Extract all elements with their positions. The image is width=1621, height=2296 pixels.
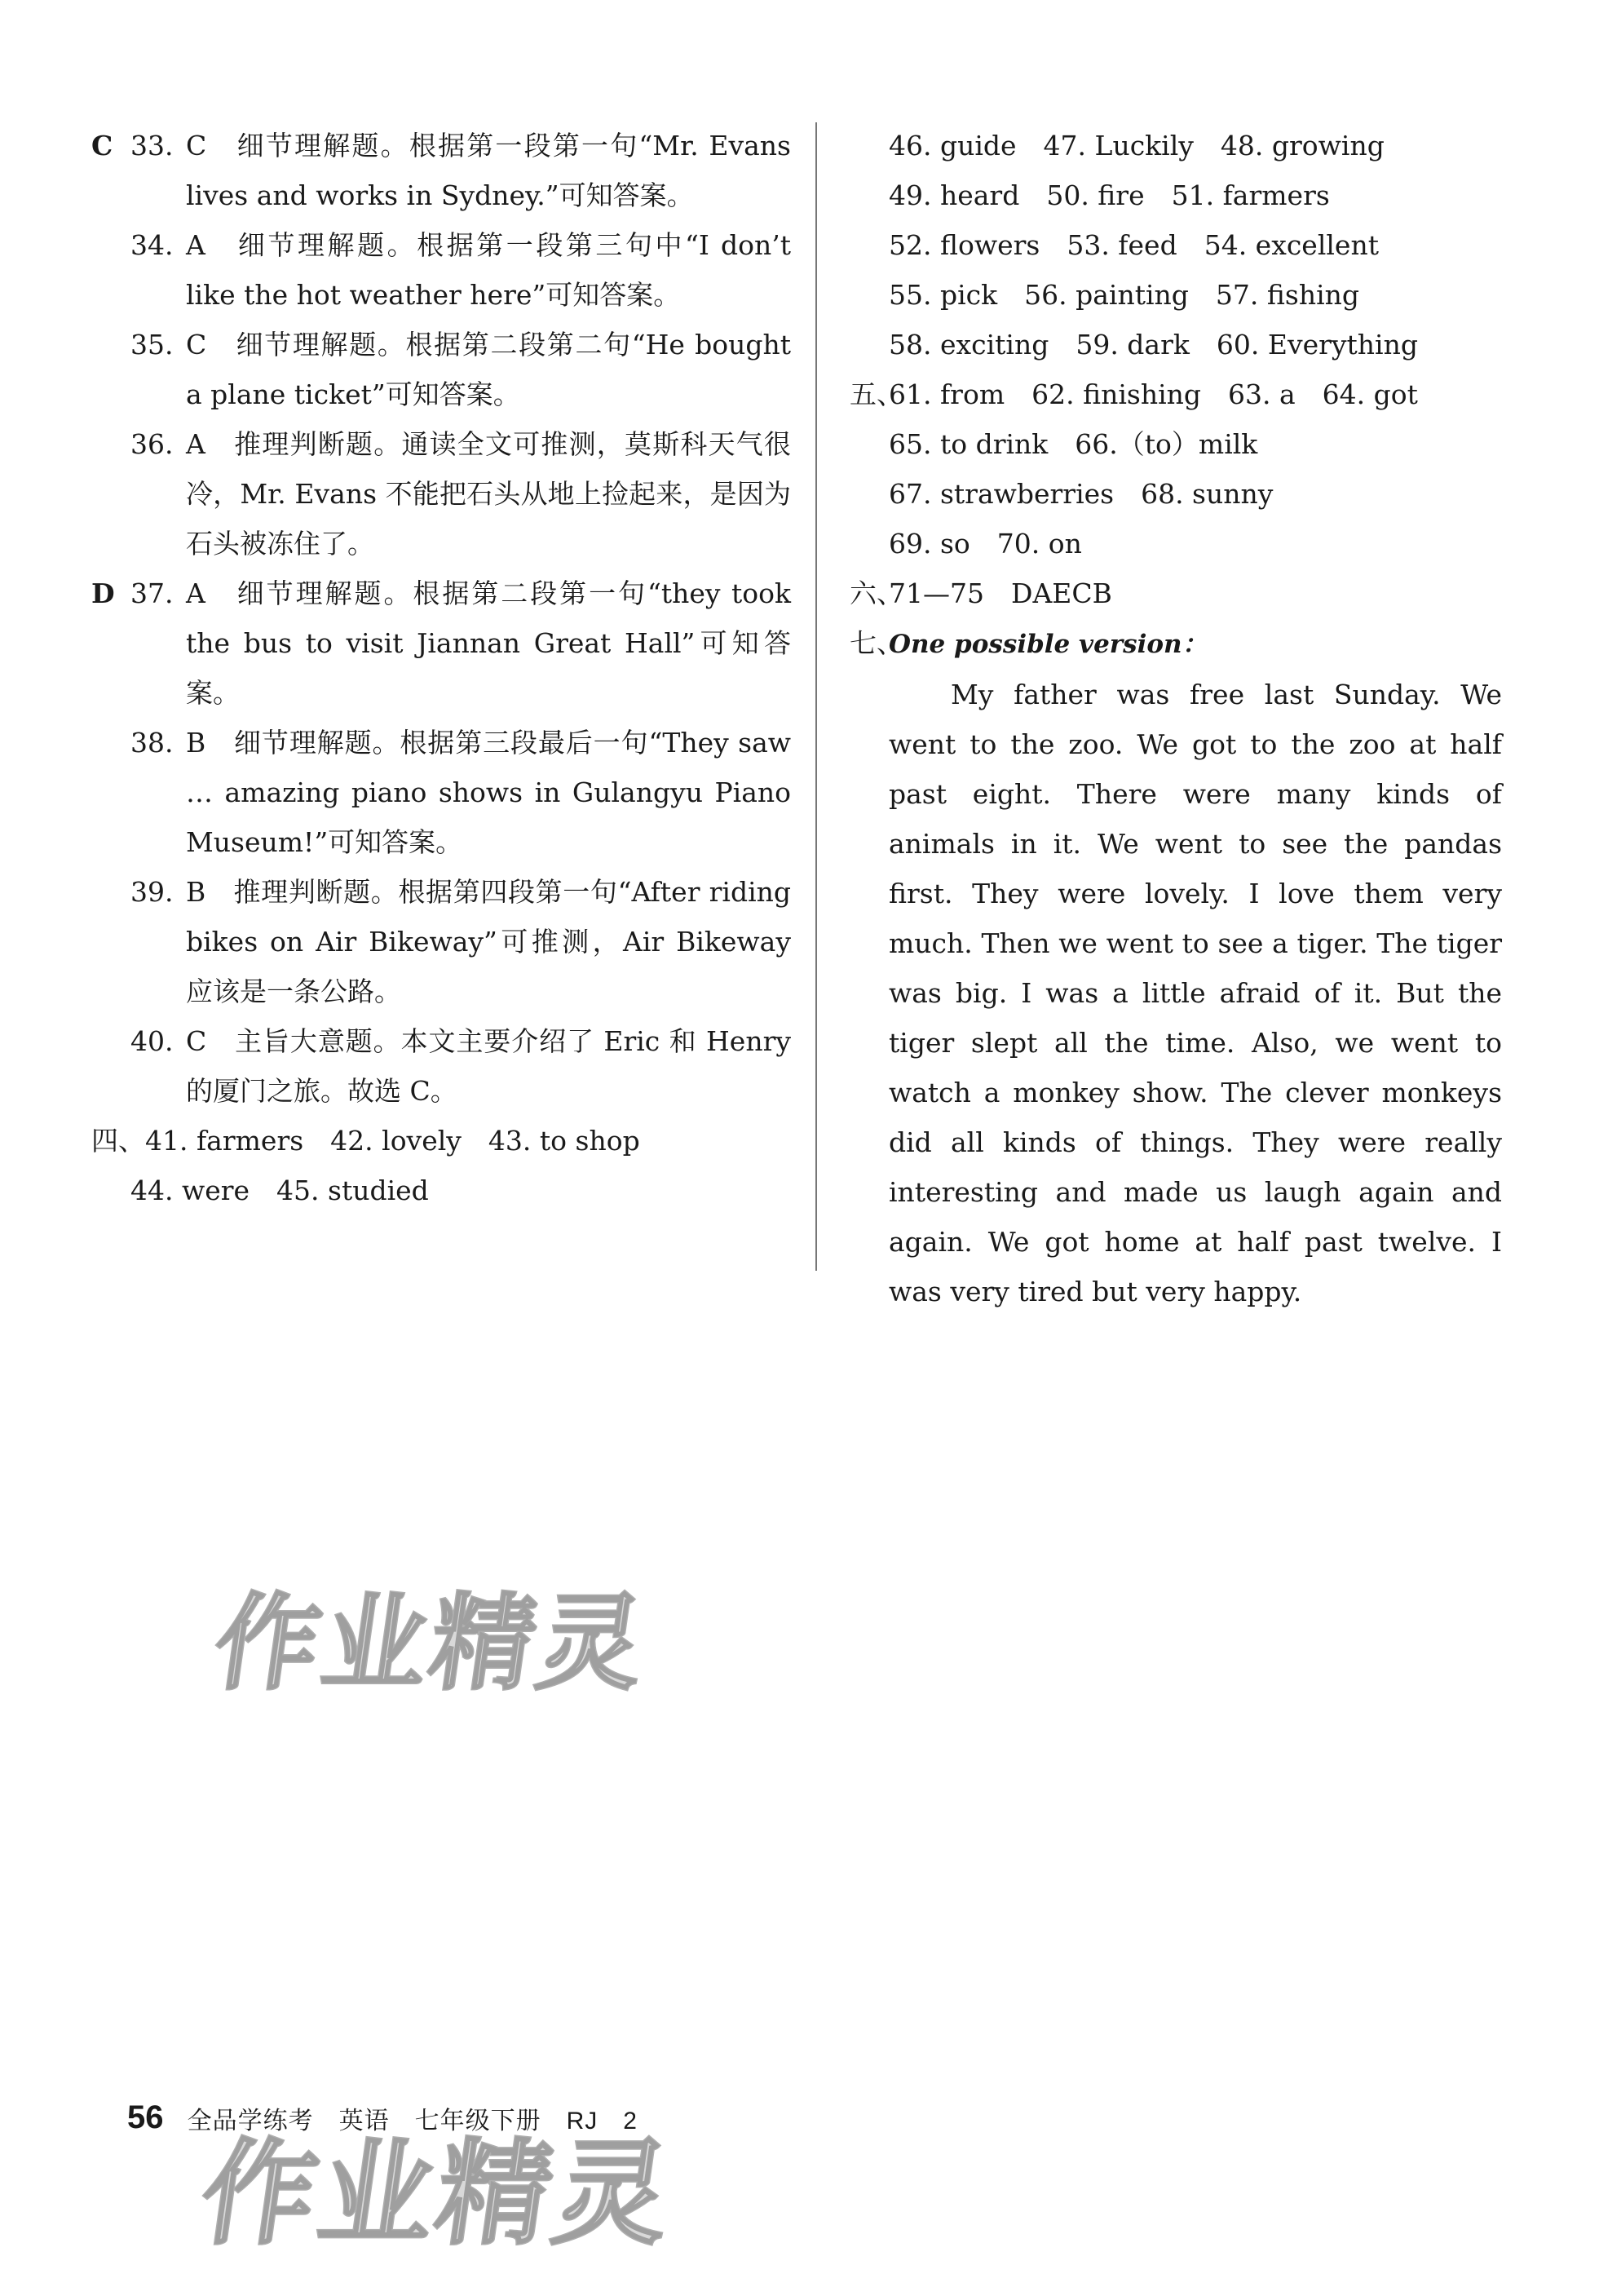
footer-text: 全品学练考 英语 七年级下册 RJ 2 (187, 2107, 638, 2135)
answer-item-34 (130, 220, 791, 320)
question-number: 33. (130, 130, 174, 161)
essay-block (850, 670, 1502, 1316)
answer-item-37 (91, 568, 791, 718)
answer-text: B 推理判断题。根据第四段第一句“After riding bikes on Air Bikeway”可推测，Air Bikeway 应该是一条公路。 (186, 876, 791, 1007)
page-number: 56 (127, 2099, 164, 2135)
part-label: 六、 (850, 577, 903, 609)
essay-heading: One possible version： (889, 630, 1208, 659)
answer-text: A 推理判断题。通读全文可推测，莫斯科天气很冷，Mr. Evans 不能把石头从地上捡起来，是因为石头被冻住了。 (186, 428, 791, 560)
section-label: C (91, 130, 113, 161)
answer-item-35 (130, 320, 791, 419)
part5-line: 69. so 70. on (889, 528, 1082, 560)
part4-line-1 (91, 1116, 791, 1166)
answer-item-38 (130, 718, 791, 867)
part7-heading-line (850, 618, 1502, 670)
part6-line (850, 568, 1502, 618)
answer-text: A 细节理解题。根据第一段第三句中“I don’t like the hot weather here”可知答案。 (186, 229, 791, 311)
answer-text: A 细节理解题。根据第二段第一句“they took the bus to visit Jiannan Great Hall”可知答案。 (186, 577, 791, 709)
answer-text: C 细节理解题。根据第二段第二句“He bought a plane ticket”可知答案。 (186, 329, 791, 410)
part4-cont-line: 52. flowers 53. feed 54. excellent (889, 229, 1379, 261)
right-column (850, 121, 1502, 1316)
answer-item-33 (91, 121, 791, 220)
watermark-logo: 作业精灵 (192, 2128, 682, 2261)
answer-row: 71—75 DAECB (889, 577, 1112, 609)
answer-text: B 细节理解题。根据第三段最后一句“They saw … amazing piano shows in Gulangyu Piano Museum!”可知答案。 (186, 727, 791, 858)
part4-cont-line: 58. exciting 59. dark 60. Everything (889, 329, 1418, 361)
part-label: 五、 (850, 378, 903, 410)
part5-line: 65. to drink 66.（to）milk (889, 428, 1258, 460)
answer-item-40 (130, 1016, 791, 1116)
answer-text: C 细节理解题。根据第一段第一句“Mr. Evans lives and works in Sydney.”可知答案。 (186, 130, 791, 211)
answer-text: C 主旨大意题。本文主要介绍了 Eric 和 Henry 的厦门之旅。故选 C。 (186, 1025, 791, 1107)
part-label: 四、 (91, 1125, 145, 1157)
question-number: 34. (130, 229, 174, 261)
question-number: 35. (130, 329, 174, 361)
section-label: D (91, 577, 115, 609)
answer-item-39 (130, 867, 791, 1016)
question-number: 36. (130, 428, 174, 460)
question-number: 37. (130, 577, 174, 609)
question-number: 39. (130, 876, 174, 908)
question-number: 38. (130, 727, 174, 759)
part4-cont-line: 55. pick 56. painting 57. fishing (889, 279, 1360, 311)
watermark-logo: 作业精灵 (206, 1583, 655, 1705)
part-label: 七、 (850, 627, 903, 659)
part5-line: 67. strawberries 68. sunny (889, 478, 1274, 510)
essay-text: My father was free last Sunday. We went to the zoo. We got to the zoo at half past eight. There were many kinds of animals in it. We went to see the pandas first. They were lovely. I love them very much. Then we went to see a tiger. The tiger was big. I was a little afraid of it. But the tiger slept all the time. Also, we went to watch a monkey show. The clever monkeys did all kinds of things. They were really interesting and made us laugh again and again. We got home at half past twelve. I was very tired but very happy. (889, 679, 1502, 1307)
answer-row: 41. farmers 42. lovely 43. to shop (145, 1125, 640, 1157)
answer-row: 61. from 62. finishing 63. a 64. got (889, 378, 1418, 410)
part4-line-2: 44. were 45. studied (130, 1175, 429, 1206)
question-number: 40. (130, 1025, 174, 1057)
part4-cont-line: 46. guide 47. Luckily 48. growing (889, 130, 1385, 161)
left-column (91, 121, 791, 1215)
column-divider (815, 122, 817, 1271)
answer-item-36 (130, 419, 791, 568)
part5-line-1 (850, 369, 1502, 419)
part4-cont-line: 49. heard 50. fire 51. farmers (889, 179, 1330, 211)
